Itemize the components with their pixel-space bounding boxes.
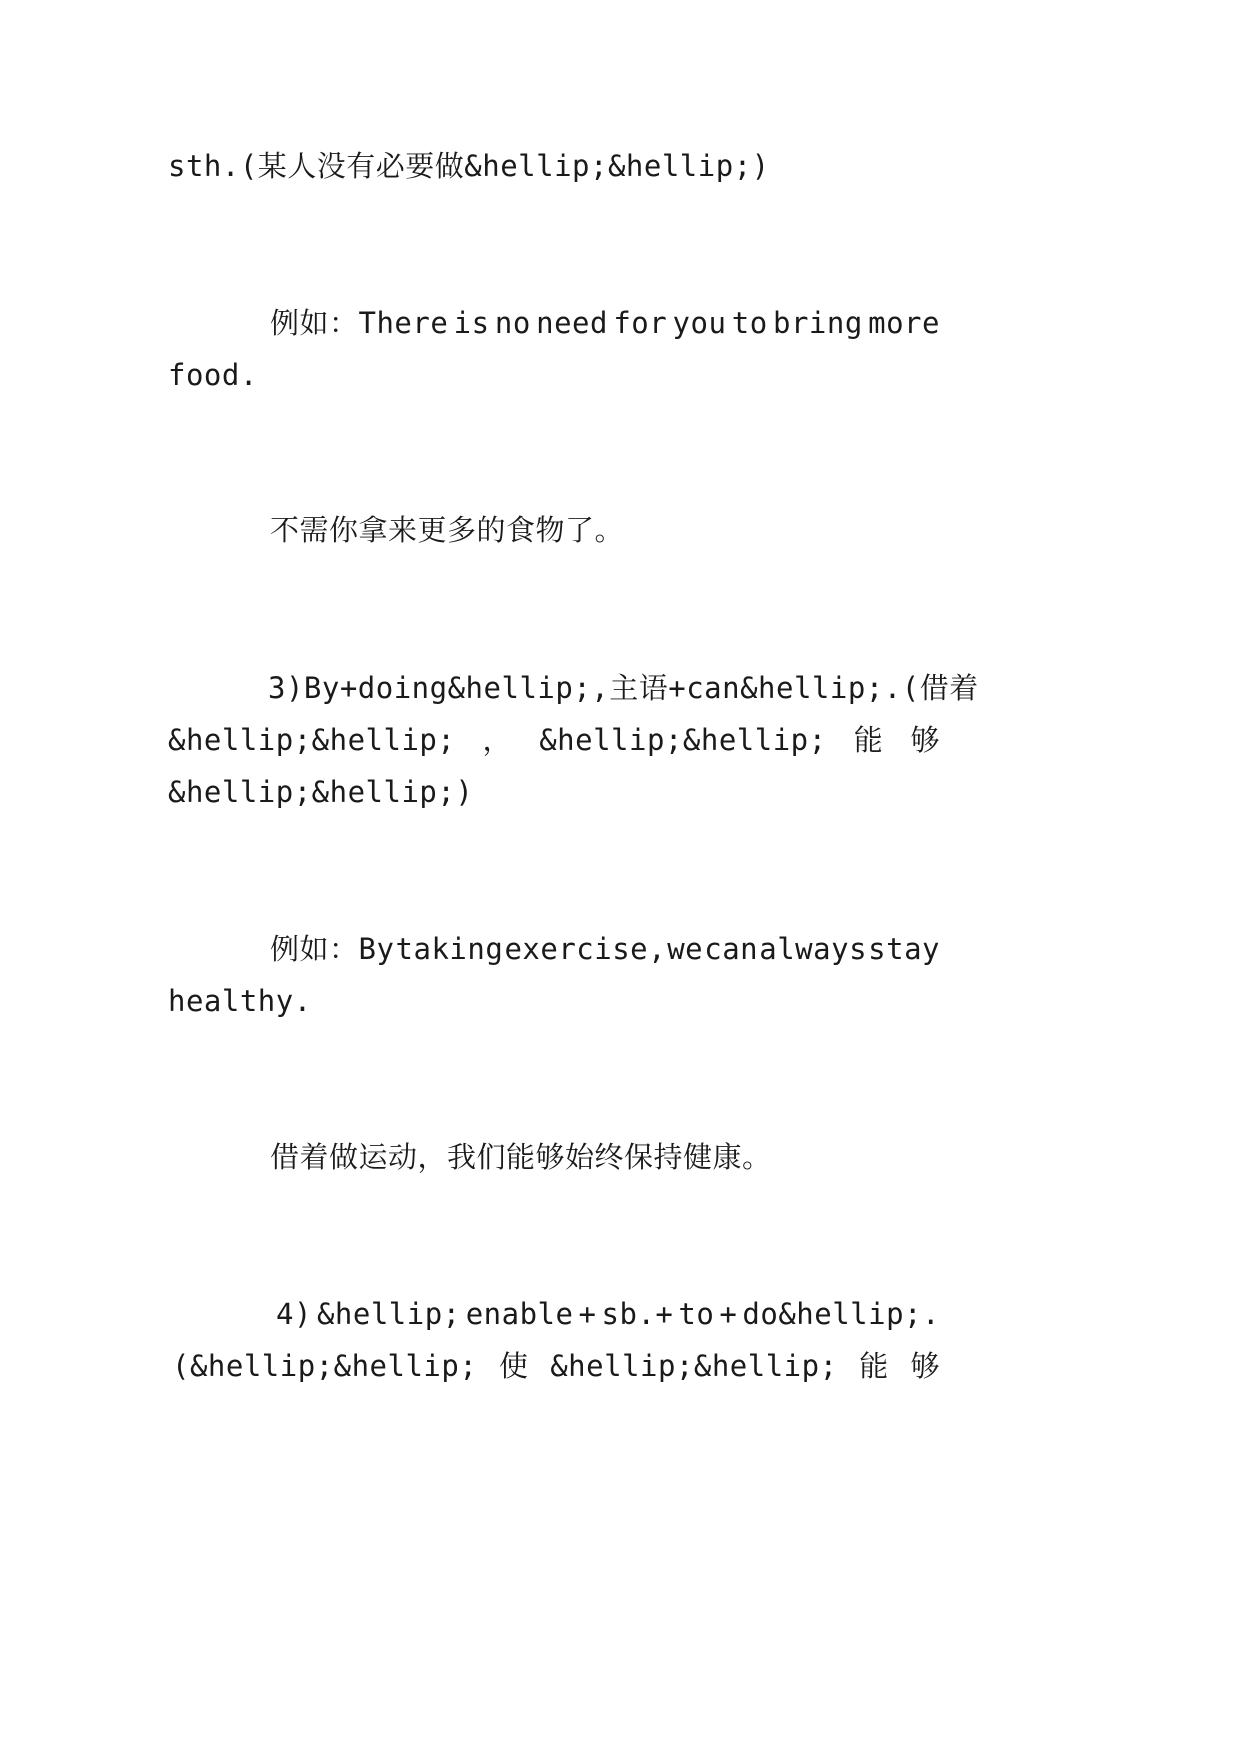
word: +doing&hellip;,	[339, 671, 610, 705]
word: &hellip;.	[740, 671, 902, 705]
word: &hellip;&hellip;	[550, 1349, 838, 1383]
word: 4)	[276, 1297, 312, 1331]
paragraph-5-line-2: healthy.	[168, 984, 312, 1018]
word: to	[678, 1297, 715, 1331]
paragraph-3-line-1: 不需你拿来更多的食物了。	[270, 513, 625, 547]
paragraph-5-line-1	[270, 931, 940, 967]
word: +	[578, 1297, 597, 1331]
word: sb.+	[601, 1297, 674, 1331]
word: always	[759, 932, 868, 966]
paragraph-2-line-2: food.	[168, 358, 258, 392]
word: bring	[773, 306, 863, 340]
word: enable	[465, 1297, 574, 1331]
word: 3)By	[268, 671, 340, 705]
word: &hellip;	[316, 1297, 461, 1331]
word: 使	[499, 1349, 529, 1383]
word: more	[868, 306, 940, 340]
word: &hellip;&hellip;	[168, 723, 456, 757]
word: we	[667, 932, 704, 966]
word: 例如：By	[270, 932, 395, 966]
paragraph-4-line-1	[268, 670, 979, 706]
paragraph-6-line-1: 借着做运动，我们能够始终保持健康。	[270, 1140, 772, 1174]
word: 能	[859, 1349, 889, 1383]
paragraph-2-line-1	[270, 305, 940, 341]
word: to	[731, 306, 768, 340]
word: 够	[910, 723, 940, 757]
word: ，	[482, 723, 513, 757]
word: (借着	[901, 671, 979, 705]
word: taking	[395, 932, 504, 966]
word: exercise,	[504, 932, 667, 966]
paragraph-7-line-2	[172, 1348, 940, 1384]
word: need	[536, 306, 608, 340]
word: you	[672, 306, 727, 340]
word: stay	[868, 932, 940, 966]
word: for	[613, 306, 668, 340]
paragraph-4-line-3: &hellip;&hellip;)	[168, 775, 474, 809]
paragraph-7-line-1	[276, 1296, 940, 1332]
paragraph-4-line-2	[168, 722, 940, 758]
word: &hellip;&hellip;	[539, 723, 827, 757]
word: 例如：There	[270, 306, 449, 340]
word: can	[704, 932, 759, 966]
word: do&hellip;.	[742, 1297, 940, 1331]
word: +	[719, 1297, 738, 1331]
word: no	[494, 306, 531, 340]
word: 够	[910, 1349, 940, 1383]
word: (&hellip;&hellip;	[172, 1349, 478, 1383]
word: 主语+can	[609, 671, 741, 705]
paragraph-1-line-1: sth.(某人没有必要做&hellip;&hellip;)	[168, 149, 770, 183]
word: is	[453, 306, 490, 340]
word: 能	[853, 723, 884, 757]
